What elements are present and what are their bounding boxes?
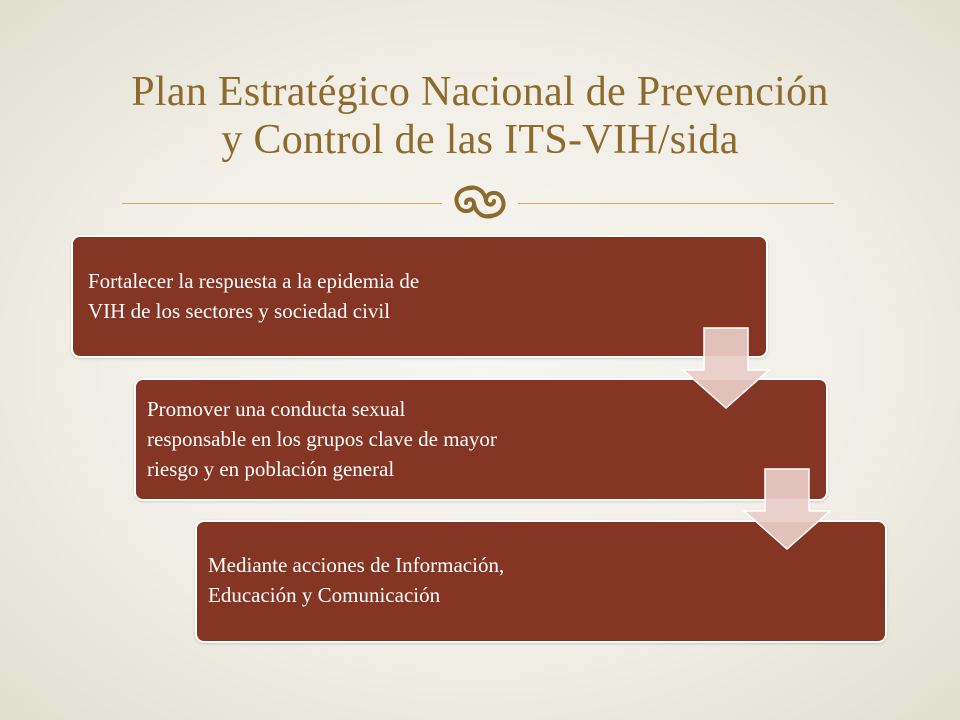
step-1-line-1: Fortalecer la respuesta a la epidemia de: [88, 269, 420, 293]
step-2-text: [147, 394, 677, 484]
step-3-line-2: Educación y Comunicación: [208, 583, 441, 607]
title-line-1: Plan Estratégico Nacional de Prevención: [131, 69, 829, 115]
slide-title: [60, 68, 900, 164]
step-2-line-1: Promover una conducta sexual: [147, 397, 406, 421]
title-line-2: y Control de las ITS-VIH/sida: [221, 117, 739, 163]
step-2-line-2: responsable en los grupos clave de mayor: [147, 427, 497, 451]
down-arrow-icon: [742, 468, 832, 550]
process-step-1: [71, 235, 768, 358]
step-1-line-2: VIH de los sectores y sociedad civil: [88, 299, 391, 323]
title-divider-right: [518, 203, 834, 204]
title-divider-left: [122, 203, 442, 204]
double-curl-ornament-icon: [448, 180, 512, 224]
step-3-line-1: Mediante acciones de Información,: [208, 553, 505, 577]
step-3-text: [208, 550, 708, 610]
step-1-text: [88, 266, 608, 326]
step-2-line-3: riesgo y en población general: [147, 457, 395, 481]
down-arrow-icon: [681, 327, 771, 409]
